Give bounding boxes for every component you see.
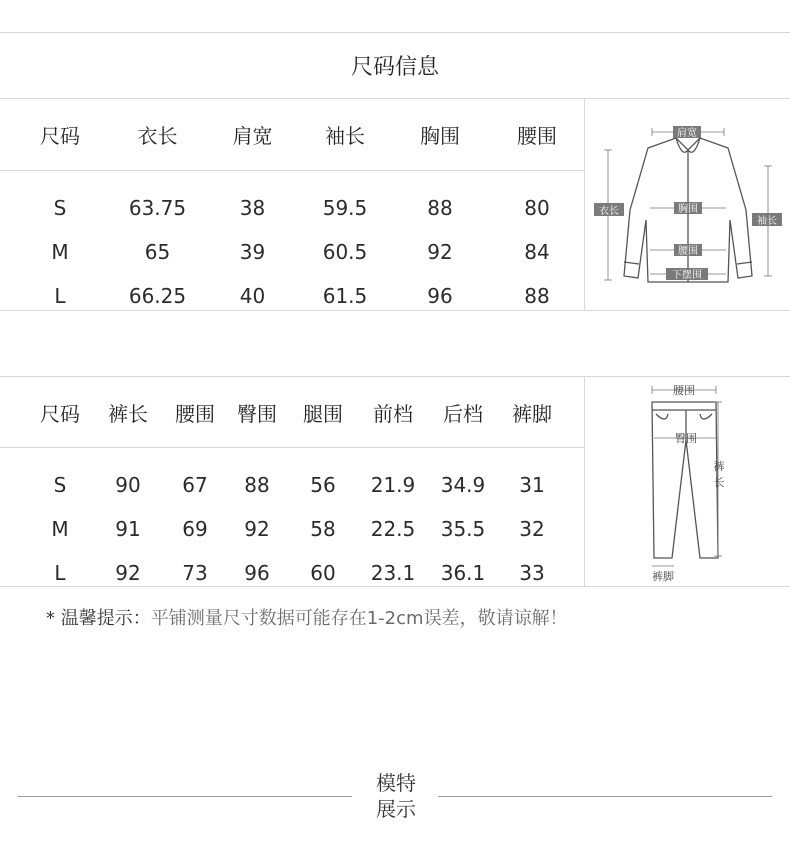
table-cell: S (53, 473, 67, 497)
table-cell: 21.9 (370, 473, 416, 497)
footer-left-divider (18, 796, 352, 797)
top-size-table (10, 99, 584, 318)
column-header-size: 尺码 (40, 124, 80, 148)
table-cell: 90 (115, 473, 141, 497)
bottom-table-diagram-divider (584, 376, 585, 586)
table-row (10, 230, 584, 274)
section-title: 尺码信息 (350, 55, 439, 80)
footer-right-divider (438, 796, 772, 797)
top-table-diagram-divider (584, 98, 585, 310)
table-cell: 22.5 (370, 517, 416, 541)
table-cell: 58 (310, 517, 336, 541)
table-row (28, 507, 566, 551)
table-cell: 40 (239, 284, 266, 308)
table-cell: 88 (524, 284, 550, 308)
column-header-thigh: 腿围 (303, 401, 343, 426)
hem-label: 下摆围 (672, 270, 702, 281)
table-cell: 36.1 (440, 561, 486, 585)
table-cell: 80 (524, 196, 550, 220)
chest-label: 胸围 (678, 204, 698, 215)
column-header-length: 衣长 (137, 124, 178, 148)
table-row (28, 463, 566, 507)
table-cell: 39 (239, 240, 266, 264)
footer-title-line-2: 展示 (376, 797, 416, 821)
length-label: 衣长 (599, 206, 619, 217)
column-header-size: 尺码 (40, 401, 80, 426)
bottom-size-table (28, 377, 566, 595)
table-cell: 92 (244, 517, 270, 541)
table-cell: 63.75 (128, 196, 187, 220)
column-header-waist: 腰围 (517, 124, 557, 148)
table-cell: 60 (310, 561, 336, 585)
column-header-back-rise: 后档 (443, 401, 483, 426)
column-header-waist: 腰围 (175, 401, 215, 426)
table-cell: 56 (310, 473, 336, 497)
table-cell: 92 (427, 240, 453, 264)
table-cell: 31 (519, 473, 545, 497)
note-lead: * 温馨提示： (46, 608, 151, 629)
table-cell: 61.5 (322, 284, 368, 308)
top-table-header-row (10, 99, 584, 170)
column-header-hip: 臀围 (237, 401, 277, 426)
shirt-measurement-diagram (590, 110, 785, 300)
table-cell: 38 (239, 196, 266, 220)
table-cell: 59.5 (322, 196, 368, 220)
pants-waist-label: 腰围 (673, 384, 695, 397)
table-cell: 96 (244, 561, 270, 585)
table-cell: 88 (244, 473, 270, 497)
pants-measurement-diagram (630, 380, 740, 586)
shirt-illustration (590, 110, 785, 300)
pants-length-label-2: 长 (713, 476, 725, 489)
bottom-table-header-row (28, 377, 566, 447)
table-cell: 23.1 (370, 561, 416, 585)
title-top-divider (0, 32, 790, 33)
table-row (10, 186, 584, 230)
table-cell: 35.5 (440, 517, 486, 541)
table-cell: L (54, 284, 66, 308)
column-header-front-rise: 前档 (373, 401, 413, 426)
table-cell: 65 (144, 240, 171, 264)
column-header-shoulder: 肩宽 (232, 124, 273, 148)
pants-hem-label: 裤脚 (652, 570, 674, 583)
pants-illustration (630, 380, 740, 586)
waist-label: 腰围 (678, 246, 698, 257)
table-cell: M (51, 517, 69, 541)
table-cell: 69 (182, 517, 208, 541)
column-header-sleeve: 袖长 (325, 124, 365, 148)
table-cell: M (51, 240, 69, 264)
column-header-leg-opening: 裤脚 (512, 401, 552, 426)
measurement-note (46, 604, 568, 630)
column-header-pants-length: 裤长 (108, 401, 148, 426)
table-cell: 91 (115, 517, 141, 541)
note-text: 平铺测量尺寸数据可能存在1-2cm误差，敬请谅解！ (150, 608, 568, 629)
footer-title-line-1: 模特 (376, 771, 416, 795)
column-header-chest: 胸围 (420, 124, 460, 148)
table-row (10, 274, 584, 318)
shoulder-label: 肩宽 (677, 128, 697, 139)
table-cell: 96 (427, 284, 453, 308)
table-cell: S (53, 196, 67, 220)
table-cell: 84 (524, 240, 550, 264)
table-cell: 34.9 (440, 473, 486, 497)
table-cell: 88 (427, 196, 453, 220)
table-cell: L (54, 561, 66, 585)
pants-hip-label: 臀围 (675, 432, 697, 445)
table-cell: 60.5 (322, 240, 368, 264)
table-cell: 73 (182, 561, 208, 585)
table-cell: 32 (519, 517, 545, 541)
sleeve-label: 袖长 (757, 216, 777, 227)
table-cell: 67 (182, 473, 208, 497)
table-cell: 66.25 (128, 284, 187, 308)
table-cell: 33 (519, 561, 545, 585)
pants-length-label-1: 裤 (713, 460, 725, 473)
table-cell: 92 (115, 561, 141, 585)
table-row (28, 551, 566, 595)
